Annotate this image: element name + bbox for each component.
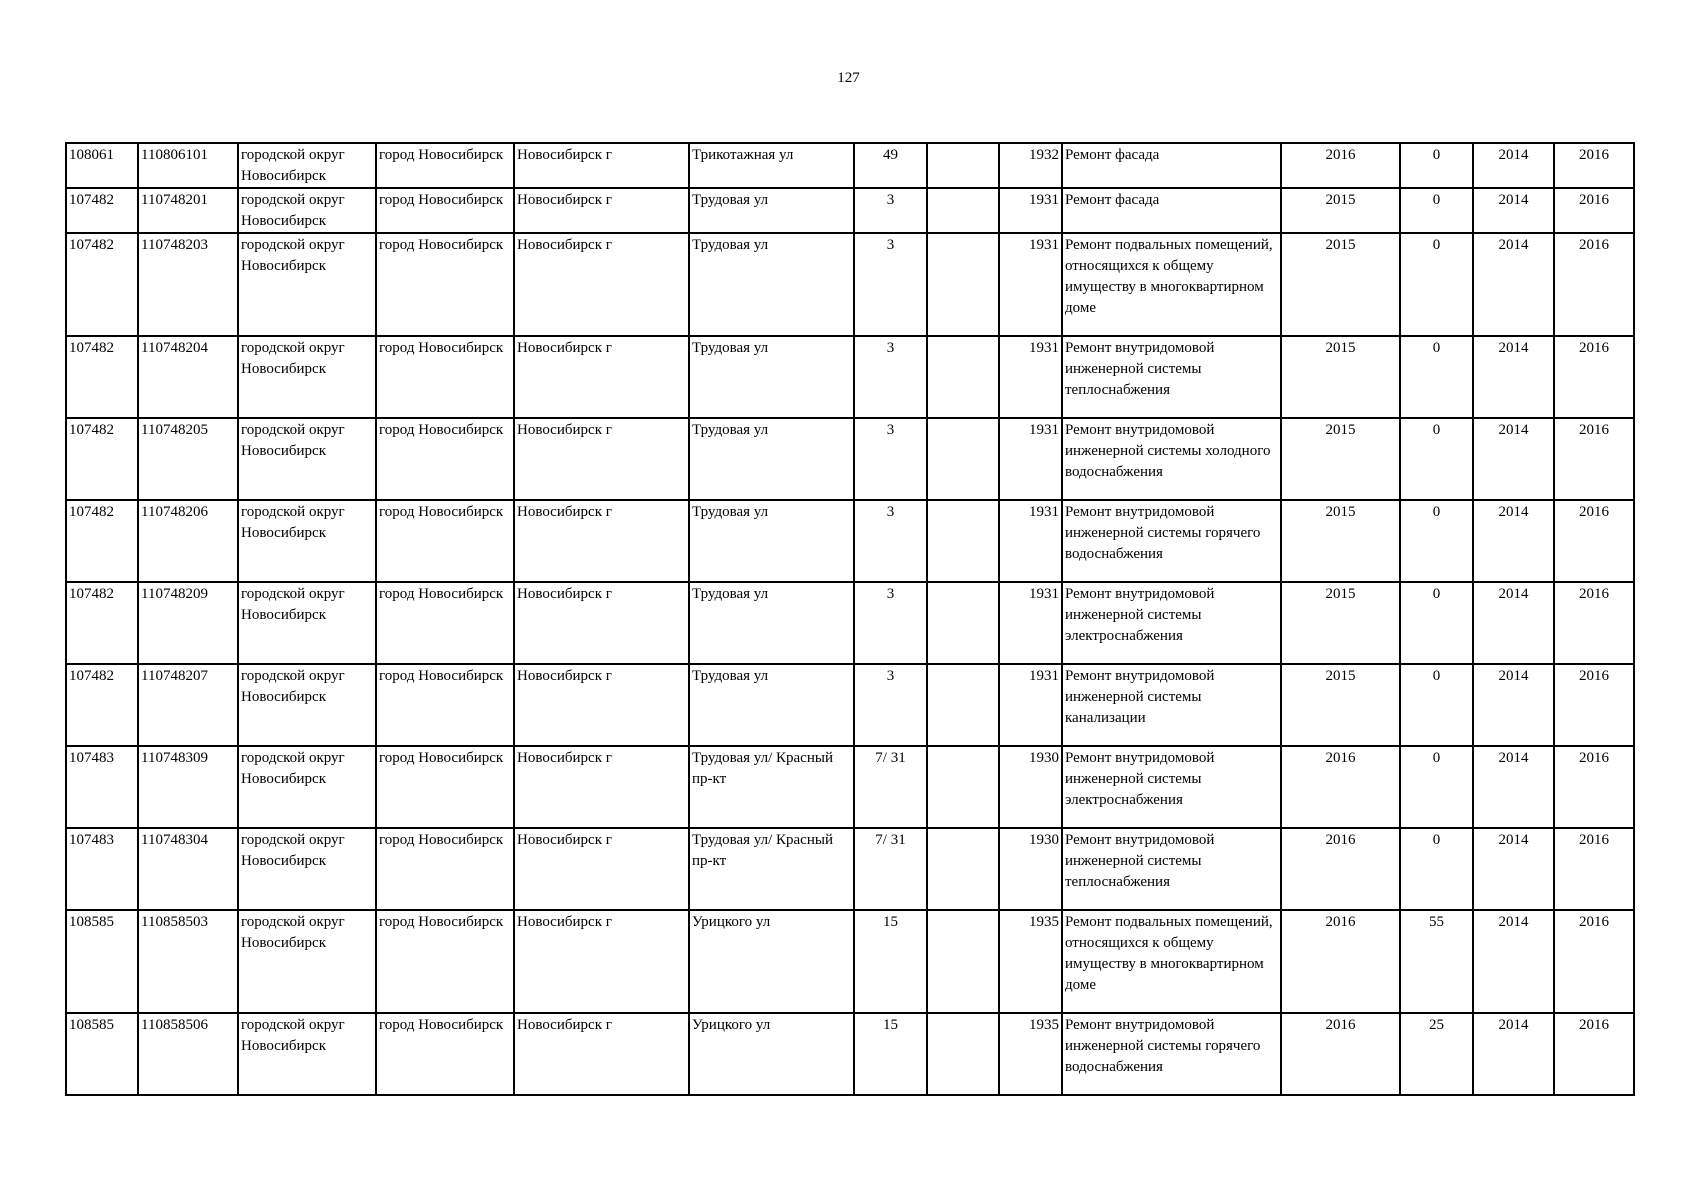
cell-period-end: 2016 bbox=[1554, 500, 1634, 582]
cell-district: городской округ Новосибирск bbox=[238, 418, 376, 500]
cell-year-built: 1931 bbox=[999, 500, 1062, 582]
cell-district: городской округ Новосибирск bbox=[238, 500, 376, 582]
cell-year-built: 1931 bbox=[999, 336, 1062, 418]
cell-period-start: 2014 bbox=[1473, 1013, 1554, 1095]
cell-locality: Новосибирск г bbox=[514, 233, 689, 336]
cell-house: 15 bbox=[854, 910, 927, 1013]
cell-period-start: 2014 bbox=[1473, 336, 1554, 418]
cell-building bbox=[927, 233, 999, 336]
cell-period-start: 2014 bbox=[1473, 910, 1554, 1013]
table-row bbox=[66, 1013, 1634, 1095]
cell-id: 108585 bbox=[66, 1013, 138, 1095]
cell-street: Трудовая ул bbox=[689, 188, 854, 233]
cell-planned-year: 2016 bbox=[1281, 828, 1400, 910]
cell-year-built: 1935 bbox=[999, 910, 1062, 1013]
cell-period-start: 2014 bbox=[1473, 418, 1554, 500]
page-number: 127 bbox=[837, 70, 860, 86]
cell-house: 7/ 31 bbox=[854, 746, 927, 828]
cell-house: 3 bbox=[854, 233, 927, 336]
cell-building bbox=[927, 143, 999, 188]
cell-amount: 0 bbox=[1400, 143, 1473, 188]
cell-period-end: 2016 bbox=[1554, 188, 1634, 233]
cell-locality: Новосибирск г bbox=[514, 1013, 689, 1095]
table-row bbox=[66, 143, 1634, 188]
cell-street: Трудовая ул bbox=[689, 664, 854, 746]
table-row bbox=[66, 188, 1634, 233]
cell-period-end: 2016 bbox=[1554, 828, 1634, 910]
cell-street: Трудовая ул/ Красный пр-кт bbox=[689, 746, 854, 828]
cell-street: Трудовая ул bbox=[689, 582, 854, 664]
cell-code: 110858503 bbox=[138, 910, 238, 1013]
cell-period-end: 2016 bbox=[1554, 910, 1634, 1013]
cell-id: 107482 bbox=[66, 233, 138, 336]
cell-planned-year: 2015 bbox=[1281, 500, 1400, 582]
cell-locality: Новосибирск г bbox=[514, 664, 689, 746]
cell-planned-year: 2016 bbox=[1281, 910, 1400, 1013]
cell-code: 110748206 bbox=[138, 500, 238, 582]
cell-municipality: город Новосибирск bbox=[376, 188, 514, 233]
cell-amount: 0 bbox=[1400, 500, 1473, 582]
cell-building bbox=[927, 188, 999, 233]
cell-work-type: Ремонт внутридомовой инженерной системы канализации bbox=[1062, 664, 1281, 746]
cell-planned-year: 2015 bbox=[1281, 188, 1400, 233]
cell-house: 3 bbox=[854, 188, 927, 233]
cell-work-type: Ремонт фасада bbox=[1062, 188, 1281, 233]
cell-municipality: город Новосибирск bbox=[376, 746, 514, 828]
cell-amount: 0 bbox=[1400, 582, 1473, 664]
table-body bbox=[66, 143, 1634, 1095]
cell-id: 107482 bbox=[66, 664, 138, 746]
cell-planned-year: 2015 bbox=[1281, 233, 1400, 336]
cell-planned-year: 2016 bbox=[1281, 1013, 1400, 1095]
cell-period-end: 2016 bbox=[1554, 418, 1634, 500]
cell-year-built: 1931 bbox=[999, 233, 1062, 336]
cell-id: 107482 bbox=[66, 188, 138, 233]
cell-period-start: 2014 bbox=[1473, 582, 1554, 664]
cell-building bbox=[927, 828, 999, 910]
table-row bbox=[66, 233, 1634, 336]
cell-amount: 0 bbox=[1400, 188, 1473, 233]
cell-district: городской округ Новосибирск bbox=[238, 188, 376, 233]
cell-house: 7/ 31 bbox=[854, 828, 927, 910]
cell-planned-year: 2016 bbox=[1281, 143, 1400, 188]
cell-street: Трудовая ул/ Красный пр-кт bbox=[689, 828, 854, 910]
cell-house: 49 bbox=[854, 143, 927, 188]
cell-amount: 25 bbox=[1400, 1013, 1473, 1095]
cell-year-built: 1931 bbox=[999, 582, 1062, 664]
cell-locality: Новосибирск г bbox=[514, 336, 689, 418]
cell-year-built: 1935 bbox=[999, 1013, 1062, 1095]
cell-id: 107482 bbox=[66, 582, 138, 664]
cell-work-type: Ремонт внутридомовой инженерной системы теплоснабжения bbox=[1062, 828, 1281, 910]
cell-municipality: город Новосибирск bbox=[376, 828, 514, 910]
table-row bbox=[66, 582, 1634, 664]
cell-code: 110806101 bbox=[138, 143, 238, 188]
cell-municipality: город Новосибирск bbox=[376, 143, 514, 188]
table-row bbox=[66, 828, 1634, 910]
cell-district: городской округ Новосибирск bbox=[238, 143, 376, 188]
cell-locality: Новосибирск г bbox=[514, 500, 689, 582]
cell-building bbox=[927, 418, 999, 500]
cell-house: 3 bbox=[854, 582, 927, 664]
cell-year-built: 1931 bbox=[999, 418, 1062, 500]
cell-period-end: 2016 bbox=[1554, 233, 1634, 336]
cell-municipality: город Новосибирск bbox=[376, 336, 514, 418]
cell-street: Урицкого ул bbox=[689, 1013, 854, 1095]
table-row bbox=[66, 910, 1634, 1013]
cell-planned-year: 2015 bbox=[1281, 664, 1400, 746]
cell-code: 110748204 bbox=[138, 336, 238, 418]
cell-building bbox=[927, 1013, 999, 1095]
cell-building bbox=[927, 500, 999, 582]
cell-id: 107482 bbox=[66, 500, 138, 582]
cell-locality: Новосибирск г bbox=[514, 746, 689, 828]
cell-id: 108061 bbox=[66, 143, 138, 188]
cell-district: городской округ Новосибирск bbox=[238, 1013, 376, 1095]
cell-year-built: 1930 bbox=[999, 746, 1062, 828]
cell-locality: Новосибирск г bbox=[514, 582, 689, 664]
cell-building bbox=[927, 336, 999, 418]
cell-street: Трудовая ул bbox=[689, 336, 854, 418]
cell-street: Трудовая ул bbox=[689, 418, 854, 500]
cell-district: городской округ Новосибирск bbox=[238, 582, 376, 664]
cell-house: 15 bbox=[854, 1013, 927, 1095]
cell-planned-year: 2015 bbox=[1281, 582, 1400, 664]
cell-code: 110748304 bbox=[138, 828, 238, 910]
cell-district: городской округ Новосибирск bbox=[238, 336, 376, 418]
cell-work-type: Ремонт внутридомовой инженерной системы теплоснабжения bbox=[1062, 336, 1281, 418]
cell-building bbox=[927, 582, 999, 664]
cell-municipality: город Новосибирск bbox=[376, 500, 514, 582]
cell-amount: 0 bbox=[1400, 828, 1473, 910]
cell-municipality: город Новосибирск bbox=[376, 910, 514, 1013]
cell-period-start: 2014 bbox=[1473, 828, 1554, 910]
cell-year-built: 1931 bbox=[999, 188, 1062, 233]
cell-municipality: город Новосибирск bbox=[376, 664, 514, 746]
cell-house: 3 bbox=[854, 336, 927, 418]
cell-period-end: 2016 bbox=[1554, 664, 1634, 746]
cell-street: Трудовая ул bbox=[689, 500, 854, 582]
cell-code: 110748203 bbox=[138, 233, 238, 336]
cell-work-type: Ремонт внутридомовой инженерной системы электроснабжения bbox=[1062, 746, 1281, 828]
cell-street: Трикотажная ул bbox=[689, 143, 854, 188]
cell-work-type: Ремонт внутридомовой инженерной системы горячего водоснабжения bbox=[1062, 500, 1281, 582]
cell-period-end: 2016 bbox=[1554, 582, 1634, 664]
cell-code: 110748201 bbox=[138, 188, 238, 233]
cell-code: 110748207 bbox=[138, 664, 238, 746]
cell-municipality: город Новосибирск bbox=[376, 582, 514, 664]
cell-municipality: город Новосибирск bbox=[376, 233, 514, 336]
cell-code: 110858506 bbox=[138, 1013, 238, 1095]
cell-period-end: 2016 bbox=[1554, 1013, 1634, 1095]
cell-id: 107482 bbox=[66, 418, 138, 500]
cell-municipality: город Новосибирск bbox=[376, 1013, 514, 1095]
table-row bbox=[66, 746, 1634, 828]
cell-district: городской округ Новосибирск bbox=[238, 664, 376, 746]
cell-planned-year: 2015 bbox=[1281, 418, 1400, 500]
cell-street: Урицкого ул bbox=[689, 910, 854, 1013]
cell-locality: Новосибирск г bbox=[514, 188, 689, 233]
cell-amount: 0 bbox=[1400, 418, 1473, 500]
cell-period-start: 2014 bbox=[1473, 143, 1554, 188]
cell-house: 3 bbox=[854, 418, 927, 500]
cell-locality: Новосибирск г bbox=[514, 418, 689, 500]
cell-district: городской округ Новосибирск bbox=[238, 746, 376, 828]
cell-period-end: 2016 bbox=[1554, 143, 1634, 188]
cell-code: 110748309 bbox=[138, 746, 238, 828]
table-row bbox=[66, 664, 1634, 746]
cell-period-start: 2014 bbox=[1473, 188, 1554, 233]
cell-building bbox=[927, 746, 999, 828]
cell-work-type: Ремонт подвальных помещений, относящихся к общему имуществу в многоквартирном доме bbox=[1062, 910, 1281, 1013]
cell-amount: 0 bbox=[1400, 664, 1473, 746]
cell-year-built: 1931 bbox=[999, 664, 1062, 746]
cell-work-type: Ремонт подвальных помещений, относящихся к общему имуществу в многоквартирном доме bbox=[1062, 233, 1281, 336]
table-row bbox=[66, 500, 1634, 582]
cell-id: 107483 bbox=[66, 828, 138, 910]
cell-id: 107483 bbox=[66, 746, 138, 828]
cell-district: городской округ Новосибирск bbox=[238, 910, 376, 1013]
cell-amount: 0 bbox=[1400, 746, 1473, 828]
table-row bbox=[66, 336, 1634, 418]
cell-year-built: 1932 bbox=[999, 143, 1062, 188]
cell-work-type: Ремонт внутридомовой инженерной системы холодного водоснабжения bbox=[1062, 418, 1281, 500]
cell-id: 108585 bbox=[66, 910, 138, 1013]
cell-code: 110748205 bbox=[138, 418, 238, 500]
cell-period-end: 2016 bbox=[1554, 336, 1634, 418]
cell-amount: 0 bbox=[1400, 233, 1473, 336]
cell-period-start: 2014 bbox=[1473, 500, 1554, 582]
cell-planned-year: 2016 bbox=[1281, 746, 1400, 828]
cell-locality: Новосибирск г bbox=[514, 910, 689, 1013]
cell-house: 3 bbox=[854, 500, 927, 582]
cell-year-built: 1930 bbox=[999, 828, 1062, 910]
table-row bbox=[66, 418, 1634, 500]
cell-work-type: Ремонт внутридомовой инженерной системы электроснабжения bbox=[1062, 582, 1281, 664]
cell-building bbox=[927, 910, 999, 1013]
cell-building bbox=[927, 664, 999, 746]
cell-period-end: 2016 bbox=[1554, 746, 1634, 828]
cell-amount: 55 bbox=[1400, 910, 1473, 1013]
cell-amount: 0 bbox=[1400, 336, 1473, 418]
cell-period-start: 2014 bbox=[1473, 746, 1554, 828]
cell-locality: Новосибирск г bbox=[514, 828, 689, 910]
cell-street: Трудовая ул bbox=[689, 233, 854, 336]
cell-period-start: 2014 bbox=[1473, 233, 1554, 336]
cell-locality: Новосибирск г bbox=[514, 143, 689, 188]
repair-program-table bbox=[65, 142, 1635, 1096]
cell-district: городской округ Новосибирск bbox=[238, 828, 376, 910]
cell-planned-year: 2015 bbox=[1281, 336, 1400, 418]
cell-house: 3 bbox=[854, 664, 927, 746]
cell-work-type: Ремонт фасада bbox=[1062, 143, 1281, 188]
cell-period-start: 2014 bbox=[1473, 664, 1554, 746]
cell-municipality: город Новосибирск bbox=[376, 418, 514, 500]
cell-id: 107482 bbox=[66, 336, 138, 418]
cell-code: 110748209 bbox=[138, 582, 238, 664]
cell-work-type: Ремонт внутридомовой инженерной системы горячего водоснабжения bbox=[1062, 1013, 1281, 1095]
cell-district: городской округ Новосибирск bbox=[238, 233, 376, 336]
